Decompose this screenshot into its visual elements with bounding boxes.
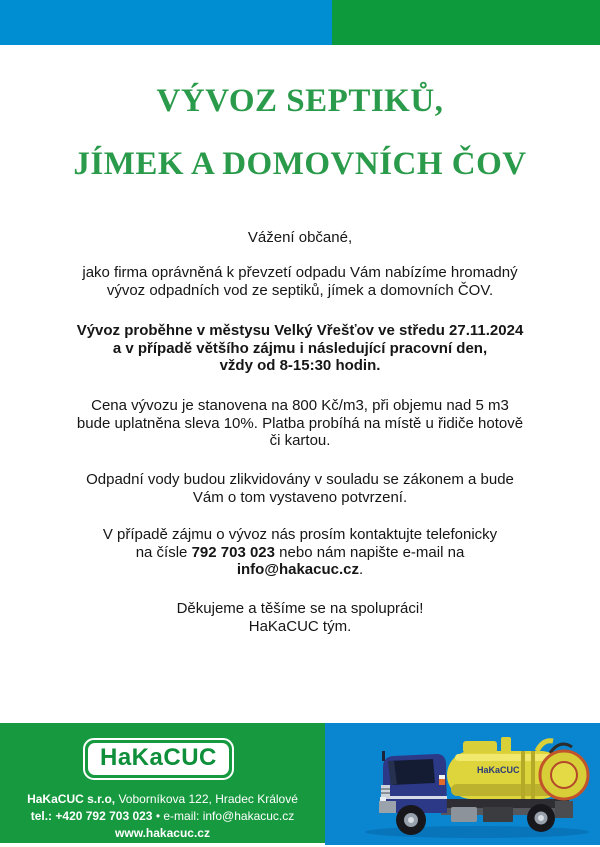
- price-line: bude uplatněna sleva 10%. Platba probíhá na místě u řidiče hotově: [76, 414, 524, 432]
- paragraph-legal: [0, 471, 600, 506]
- price-line: či kartou.: [269, 432, 331, 449]
- footer-phone-line: [0, 808, 325, 825]
- top-bar-green-segment: [332, 0, 600, 45]
- contact-line3: [0, 561, 600, 579]
- company-logo: [83, 738, 234, 780]
- contact-line1: V případě zájmu o vývoz nás prosím kontaktujte telefonicky: [102, 526, 498, 543]
- contact-line2-prefix: na čísle: [135, 543, 192, 561]
- closing-line: Děkujeme a těšíme se na spolupráci!: [176, 600, 424, 617]
- legal-line: Vám o tom vystaveno potvrzení.: [192, 488, 408, 506]
- price-line: Cena vývozu je stanovena na 800 Kč/m3, při objemu nad 5 m3: [91, 397, 509, 414]
- page-title-line1: VÝVOZ SEPTIKŮ,: [156, 83, 444, 119]
- closing-line: HaKaCUC tým.: [248, 617, 352, 635]
- schedule-line: a v případě většího zájmu i následující pracovní den,: [112, 339, 488, 357]
- legal-line: Odpadní vody budou zlikvidovány v souladu se zákonem a bude: [86, 471, 514, 488]
- footer: [0, 723, 600, 847]
- salutation-text: Vážení občané,: [247, 229, 353, 246]
- paragraph-closing: [0, 600, 600, 635]
- paragraph-intro: [0, 264, 600, 299]
- paragraph-schedule: [0, 322, 600, 375]
- footer-phone: tel.: +420 792 703 023: [30, 809, 153, 823]
- top-color-bar: [0, 0, 600, 45]
- contact-line3-suffix: .: [359, 561, 364, 578]
- contact-email: info@hakacuc.cz: [236, 561, 359, 578]
- schedule-line: Vývoz proběhne v městysu Velký Vřešťov ve středu 27.11.2024: [76, 322, 524, 339]
- top-bar-blue-segment: [0, 0, 332, 45]
- footer-address-line: [0, 791, 325, 808]
- intro-line: jako firma oprávněná k převzetí odpadu Vám nabízíme hromadný: [82, 264, 518, 281]
- truck-cab: [379, 751, 447, 813]
- footer-website-line: [0, 825, 325, 842]
- footer-website: www.hakacuc.cz: [115, 826, 210, 840]
- footer-address: Voborníkova 122, Hradec Králové: [115, 792, 298, 806]
- company-logo-text: HaKaCUC: [88, 743, 229, 775]
- footer-photo-panel: [325, 723, 600, 845]
- paragraph-price: [0, 397, 600, 450]
- vacuum-truck-illustration: [325, 723, 600, 845]
- contact-line2-suffix: nebo nám napište e-mail na: [275, 543, 465, 561]
- tank-brand-label: HaKaCUC: [477, 765, 520, 775]
- footer-contact-panel: [0, 723, 325, 843]
- footer-email: • e-mail: info@hakacuc.cz: [152, 809, 295, 823]
- contact-line2: [0, 544, 600, 562]
- contact-phone: 792 703 023: [191, 543, 275, 561]
- paragraph-contact: [0, 526, 600, 579]
- footer-company-name: HaKaCUC s.r.o,: [27, 792, 116, 806]
- schedule-line: vždy od 8-15:30 hodin.: [219, 357, 381, 374]
- intro-line: vývoz odpadních vod ze septiků, jímek a domovních ČOV.: [106, 281, 494, 299]
- footer-contact-text: [0, 791, 325, 842]
- page-title-line2: JÍMEK A DOMOVNÍCH ČOV: [73, 146, 527, 182]
